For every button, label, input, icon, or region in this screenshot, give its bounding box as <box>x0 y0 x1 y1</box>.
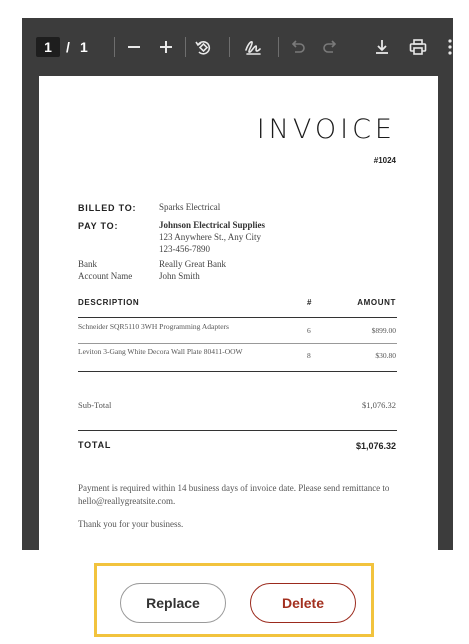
pay-to-phone: 123-456-7890 <box>159 244 210 254</box>
table-header-rule <box>78 317 397 318</box>
subtotal-label: Sub-Total <box>78 400 112 410</box>
zoom-out-icon[interactable] <box>122 35 146 59</box>
column-amount: AMOUNT <box>357 298 396 307</box>
thank-you-note: Thank you for your business. <box>78 519 184 529</box>
download-icon[interactable] <box>370 35 394 59</box>
item-qty: 6 <box>307 326 311 335</box>
toolbar-divider <box>185 37 186 57</box>
file-actions-panel <box>94 563 374 637</box>
undo-icon[interactable] <box>286 35 310 59</box>
page-number-input[interactable]: 1 <box>36 37 60 57</box>
item-description: Leviton 3-Gang White Decora Wall Plate 80411-OOW <box>78 347 243 356</box>
toolbar-divider <box>229 37 230 57</box>
pdf-toolbar <box>22 18 453 76</box>
toolbar-divider <box>278 37 279 57</box>
subtotal-value: $1,076.32 <box>362 400 396 410</box>
invoice-title: INVOICE <box>256 114 396 145</box>
rotate-icon[interactable] <box>190 35 216 59</box>
billed-to-value: Sparks Electrical <box>159 202 221 212</box>
item-amount: $30.80 <box>375 351 396 360</box>
total-value: $1,076.32 <box>355 441 396 451</box>
account-name-label: Account Name <box>78 271 133 281</box>
payment-note: Payment is required within 14 business days of invoice date. Please send remittance to hello@reallygreatsite.com. <box>78 483 390 506</box>
bank-value: Really Great Bank <box>159 259 226 269</box>
total-rule <box>78 430 397 431</box>
annotate-pen-icon[interactable] <box>240 35 266 59</box>
item-amount: $899.00 <box>371 326 396 335</box>
delete-button[interactable]: Delete <box>250 583 356 623</box>
invoice-number: #1024 <box>373 156 396 165</box>
print-icon[interactable] <box>405 35 431 59</box>
item-qty: 8 <box>307 351 311 360</box>
pdf-viewer <box>22 18 453 550</box>
pay-to-name: Johnson Electrical Supplies <box>159 220 266 230</box>
zoom-in-icon[interactable] <box>154 35 178 59</box>
page-total: 1 <box>80 39 88 55</box>
column-description: DESCRIPTION <box>78 298 140 307</box>
page-separator: / <box>66 39 70 55</box>
column-qty: # <box>307 298 313 307</box>
account-name-value: John Smith <box>159 271 200 281</box>
pay-to-address: 123 Anywhere St., Any City <box>159 232 262 242</box>
toolbar-divider <box>114 37 115 57</box>
bank-label: Bank <box>78 259 97 269</box>
invoice-page <box>39 76 438 550</box>
pay-to-label: PAY TO: <box>78 221 119 231</box>
replace-button[interactable]: Replace <box>120 583 226 623</box>
items-end-rule <box>78 371 397 372</box>
more-options-icon[interactable] <box>446 35 453 59</box>
total-label: TOTAL <box>78 440 112 450</box>
billed-to-label: BILLED TO: <box>78 203 137 213</box>
redo-icon[interactable] <box>318 35 342 59</box>
item-description: Schneider SQR5110 3WH Programming Adapters <box>78 322 229 331</box>
row-divider <box>78 343 397 344</box>
